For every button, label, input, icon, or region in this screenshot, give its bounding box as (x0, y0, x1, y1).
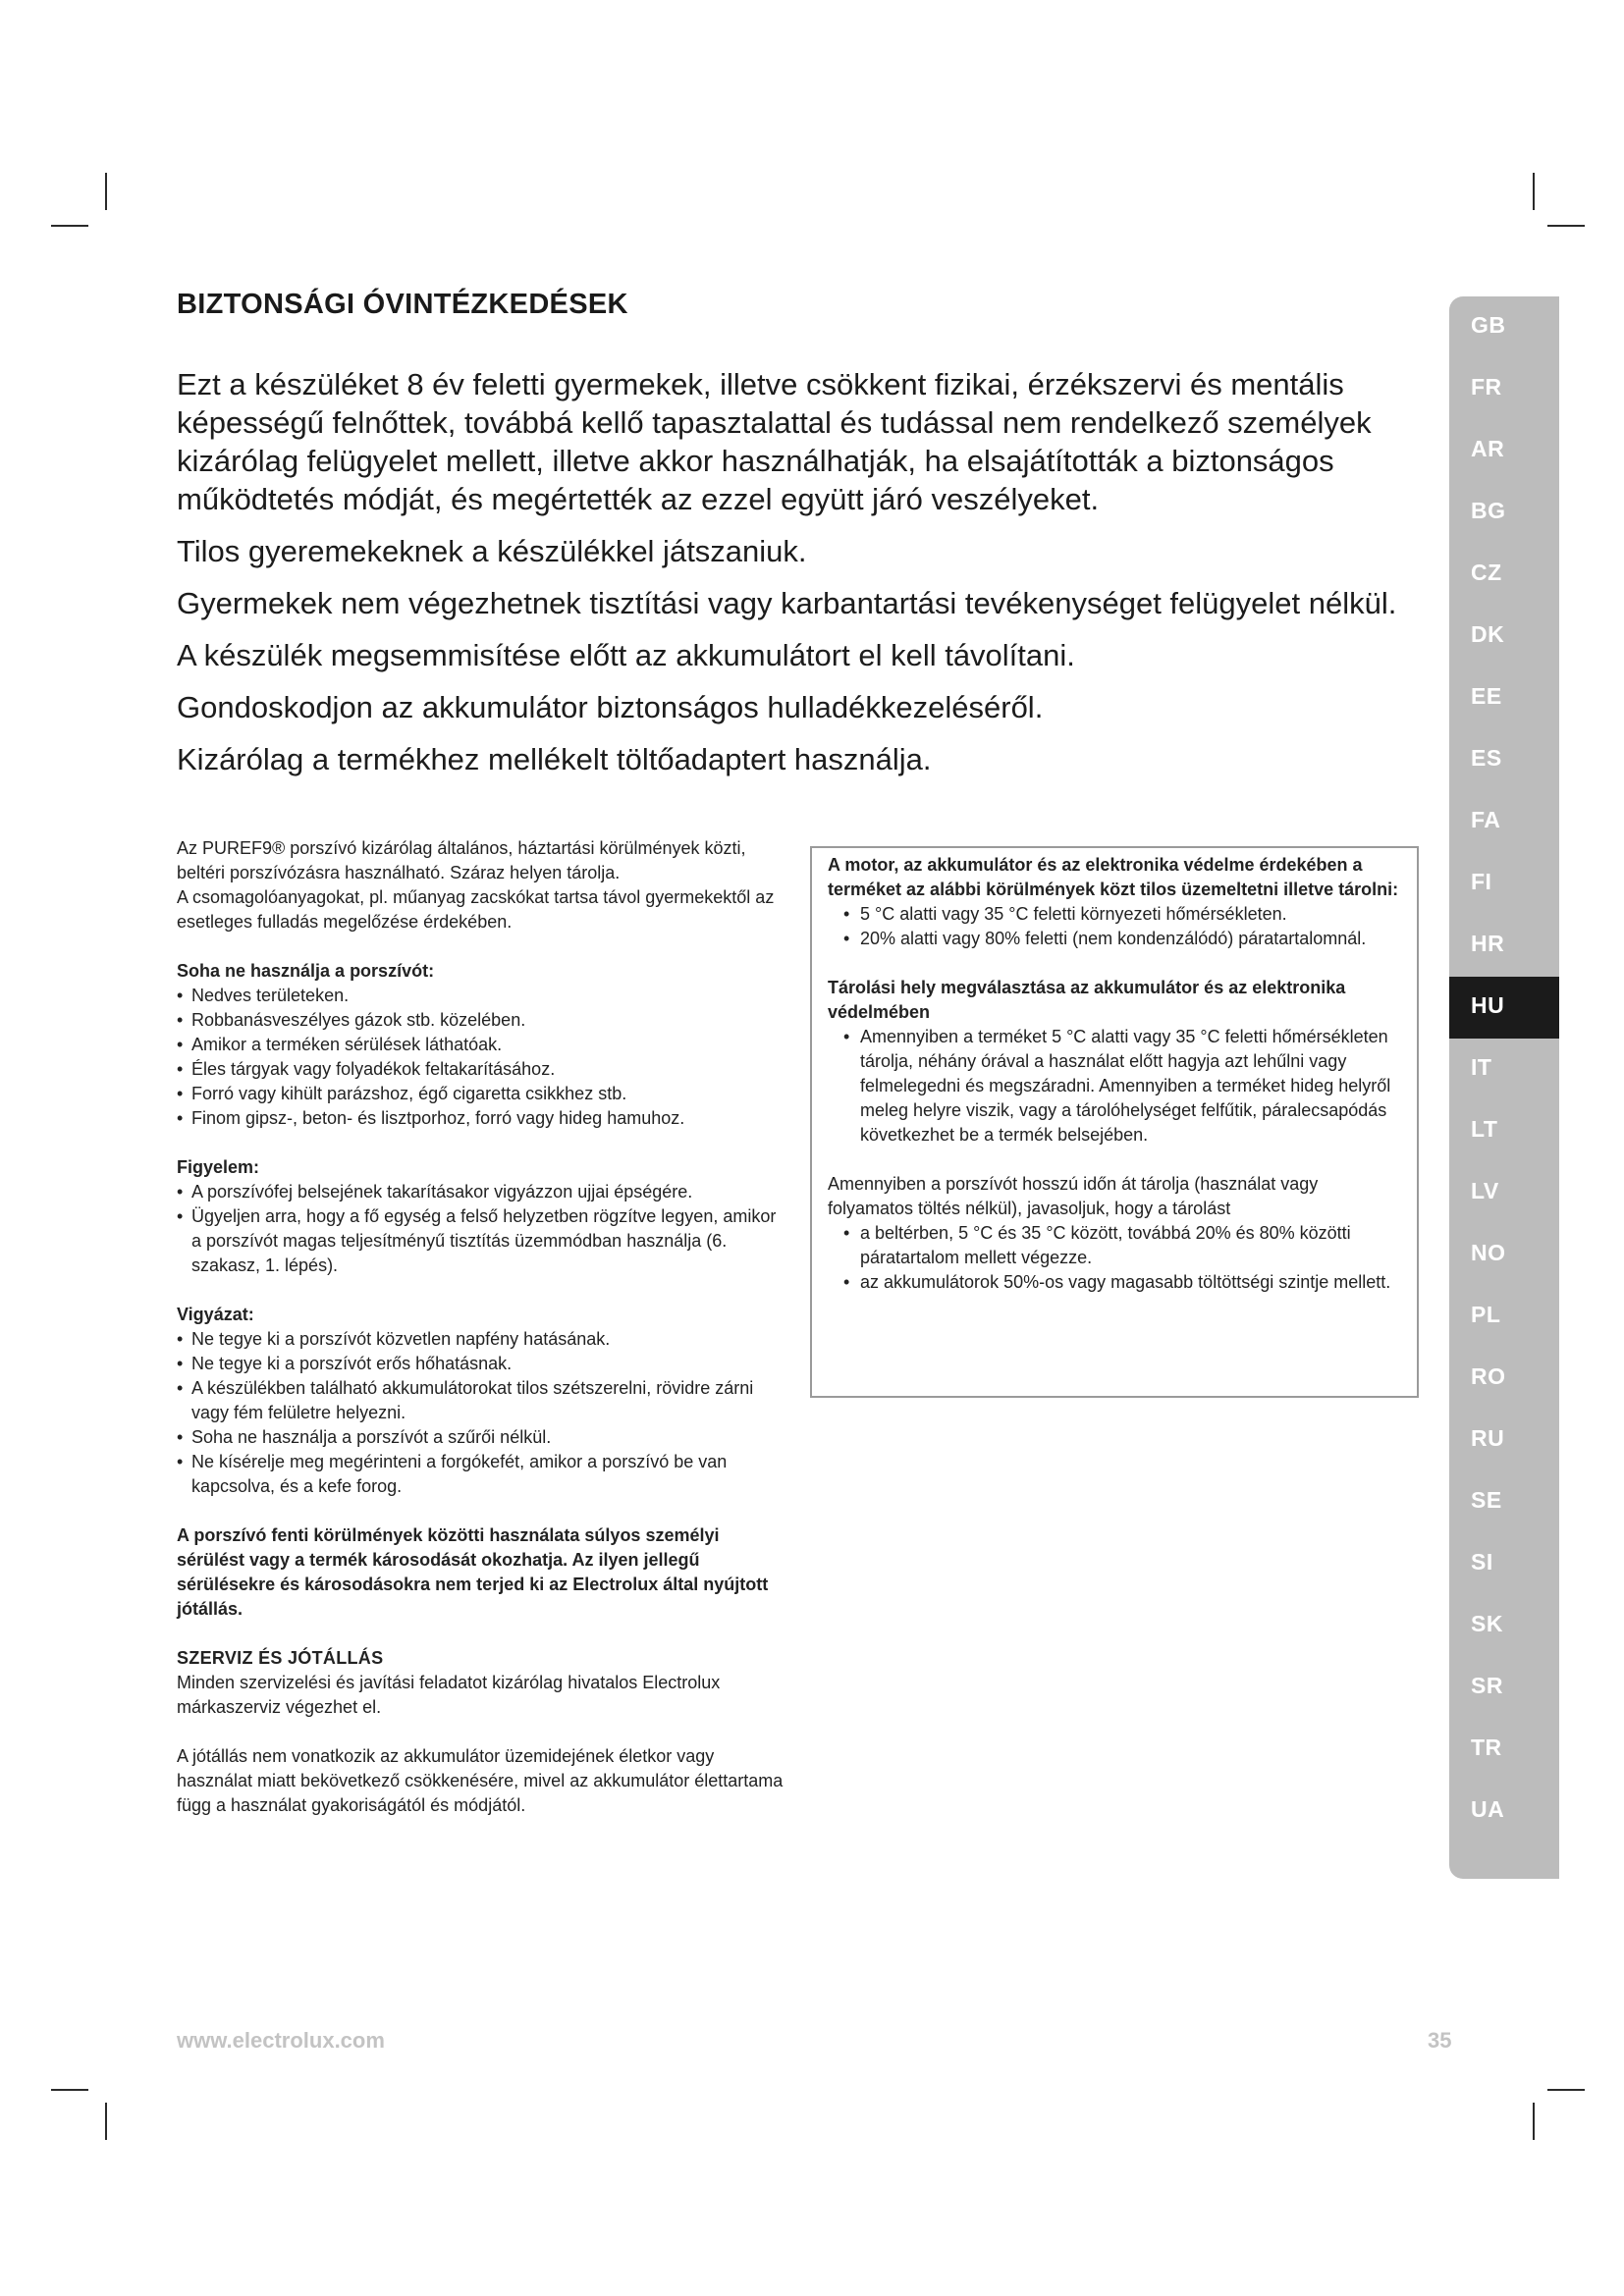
language-tab-dk[interactable]: DK (1471, 621, 1505, 647)
list-item: • az akkumulátorok 50%-os vagy magasabb töltöttségi szintje mellett. (828, 1270, 1403, 1295)
page-title: BIZTONSÁGI ÓVINTÉZKEDÉSEK (177, 289, 628, 320)
service-heading: SZERVIZ ÉS JÓTÁLLÁS (177, 1648, 384, 1668)
language-tab-ee[interactable]: EE (1471, 683, 1502, 709)
box-list (828, 902, 1403, 951)
attention-list (177, 1180, 784, 1278)
language-tab-hr[interactable]: HR (1471, 931, 1505, 956)
language-tab-fi[interactable]: FI (1471, 869, 1492, 894)
language-tab-sk[interactable]: SK (1471, 1611, 1503, 1636)
list-item: • Soha ne használja a porszívót a szűrői nélkül. (177, 1425, 784, 1450)
lead-paragraph: Ezt a készüléket 8 év feletti gyermekek, illetve csökkent fizikai, érzékszervi és mentális képességű felnőttek, továbbá kellő tapasztalattal és tudással nem rendelkező személyek kizárólag felügyelet mellett, illetve akkor használhatják, ha elsajátították a biztonságos működtetés módját, és megértették az ezzel együtt járó veszélyeket. (177, 367, 1372, 516)
language-tab-ru[interactable]: RU (1471, 1425, 1505, 1451)
language-tab-lv[interactable]: LV (1471, 1178, 1499, 1203)
longterm-list (828, 1221, 1403, 1295)
language-tab-ua[interactable]: UA (1471, 1796, 1505, 1822)
service-paragraph: A jótállás nem vonatkozik az akkumulátor üzemidejének életkor vagy használat miatt bekövetkező csökkenésére, mivel az akkumulátor élettartama függ a használat gyakoriságától és módjától. (177, 1746, 784, 1815)
crop-mark (1547, 225, 1585, 227)
lead-paragraph: A készülék megsemmisítése előtt az akkumulátort el kell távolítani. (177, 638, 1075, 672)
list-item: • A porszívófej belsejének takarításakor vigyázzon ujjai épségére. (177, 1180, 784, 1204)
storage-list (828, 1025, 1403, 1148)
never-use-heading: Soha ne használja a porszívót: (177, 961, 435, 981)
intro-paragraph: Az PUREF9® porszívó kizárólag általános, háztartási körülmények közti, beltéri porszívózásra használható. Száraz helyen tárolja. (177, 838, 746, 882)
crop-mark (105, 173, 107, 210)
language-tab-tr[interactable]: TR (1471, 1735, 1502, 1760)
language-tab-se[interactable]: SE (1471, 1487, 1502, 1513)
longterm-paragraph: Amennyiben a porszívót hosszú időn át tárolja (használat vagy folyamatos töltés nélkül), javasoljuk, hogy a tárolást (828, 1174, 1319, 1218)
caution-list (177, 1327, 784, 1499)
language-tab-ro[interactable]: RO (1471, 1363, 1506, 1389)
list-item: • Éles tárgyak vagy folyadékok feltakarításához. (177, 1057, 784, 1082)
list-item: • a beltérben, 5 °C és 35 °C között, továbbá 20% és 80% közötti páratartalom mellett végezze. (828, 1221, 1403, 1270)
language-tab-ar[interactable]: AR (1471, 436, 1505, 461)
lead-paragraph: Gondoskodjon az akkumulátor biztonságos hulladékkezeléséről. (177, 690, 1044, 724)
footer-url[interactable]: www.electrolux.com (177, 2028, 385, 2053)
service-paragraph: Minden szervizelési és javítási feladatot kizárólag hivatalos Electrolux márkaszerviz végezhet el. (177, 1673, 721, 1717)
language-tab-no[interactable]: NO (1471, 1240, 1506, 1265)
box-heading: A motor, az akkumulátor és az elektronika védelme érdekében a terméket az alábbi körülmények közt tilos üzemeltetni illetve tárolni: (828, 855, 1399, 899)
list-item: • 5 °C alatti vagy 35 °C feletti környezeti hőmérsékleten. (828, 902, 1403, 927)
lead-paragraph: Gyermekek nem végezhetnek tisztítási vagy karbantartási tevékenységet felügyelet nélkül. (177, 586, 1397, 620)
storage-heading: Tárolási hely megválasztása az akkumulátor és az elektronika védelmében (828, 978, 1346, 1022)
list-item: • Finom gipsz-, beton- és lisztporhoz, forró vagy hideg hamuhoz. (177, 1106, 784, 1131)
list-item: • Forró vagy kihült parázshoz, égő cigaretta csikkhez stb. (177, 1082, 784, 1106)
crop-mark (51, 2089, 88, 2091)
language-tab-hu[interactable]: HU (1449, 977, 1559, 1039)
language-tab-pl[interactable]: PL (1471, 1302, 1501, 1327)
protection-box (810, 846, 1419, 1398)
language-tab-it[interactable]: IT (1471, 1054, 1492, 1080)
list-item: • Ne kísérelje meg megérinteni a forgókefét, amikor a porszívó be van kapcsolva, és a kefe forog. (177, 1450, 784, 1499)
warranty-warning: A porszívó fenti körülmények közötti használata súlyos személyi sérülést vagy a termék károsodását okozhatja. Az ilyen jellegű sérülésekre és károsodásokra nem terjed ki az Electrolux által nyújtott jótállás. (177, 1525, 769, 1619)
list-item: • Robbanásveszélyes gázok stb. közelében. (177, 1008, 784, 1033)
language-tab-bg[interactable]: BG (1471, 498, 1506, 523)
attention-heading: Figyelem: (177, 1157, 260, 1177)
language-tab-es[interactable]: ES (1471, 745, 1502, 771)
crop-mark (51, 225, 88, 227)
page-number: 35 (1428, 2028, 1452, 2053)
list-item: • A készülékben található akkumulátorokat tilos szétszerelni, rövidre zárni vagy fém felületre helyezni. (177, 1376, 784, 1425)
list-item: • 20% alatti vagy 80% feletti (nem kondenzálódó) páratartalomnál. (828, 927, 1403, 951)
crop-mark (105, 2103, 107, 2140)
crop-mark (1547, 2089, 1585, 2091)
language-tab-fa[interactable]: FA (1471, 807, 1501, 832)
lead-paragraph: Tilos gyeremekeknek a készülékkel játszaniuk. (177, 534, 807, 568)
language-tab-fr[interactable]: FR (1471, 374, 1502, 400)
language-tab-gb[interactable]: GB (1471, 312, 1506, 338)
intro-paragraph: A csomagolóanyagokat, pl. műanyag zacskókat tartsa távol gyermekektől az esetleges fulladás megelőzése érdekében. (177, 887, 775, 932)
language-tab-si[interactable]: SI (1471, 1549, 1493, 1575)
list-item: • Ügyeljen arra, hogy a fő egység a felső helyzetben rögzítve legyen, amikor a porszívót magas teljesítményű tisztítás üzemmódban használja (6. szakasz, 1. lépés). (177, 1204, 784, 1278)
caution-heading: Vigyázat: (177, 1305, 254, 1324)
language-tab-lt[interactable]: LT (1471, 1116, 1498, 1142)
list-item: • Nedves területeken. (177, 984, 784, 1008)
list-item: • Ne tegye ki a porszívót közvetlen napfény hatásának. (177, 1327, 784, 1352)
never-use-list (177, 984, 784, 1131)
list-item: • Ne tegye ki a porszívót erős hőhatásnak. (177, 1352, 784, 1376)
crop-mark (1533, 173, 1535, 210)
lead-warnings (177, 365, 1404, 792)
crop-mark (1533, 2103, 1535, 2140)
language-tab-strip (1449, 296, 1559, 1879)
language-tab-cz[interactable]: CZ (1471, 560, 1502, 585)
list-item: • Amennyiben a terméket 5 °C alatti vagy 35 °C feletti hőmérsékleten tárolja, néhány órával a használat előtt hagyja azt lehűlni vagy felmelegedni és megszáradni. Amennyiben a terméket hideg helyről meleg helyre viszik, vagy a tárolóhelységet felfűtik, páralecsapódás következhet be a termék belsejében. (828, 1025, 1403, 1148)
language-tab-sr[interactable]: SR (1471, 1673, 1503, 1698)
lead-paragraph: Kizárólag a termékhez mellékelt töltőadaptert használja. (177, 742, 932, 776)
left-column (177, 836, 784, 1818)
list-item: • Amikor a terméken sérülések láthatóak. (177, 1033, 784, 1057)
